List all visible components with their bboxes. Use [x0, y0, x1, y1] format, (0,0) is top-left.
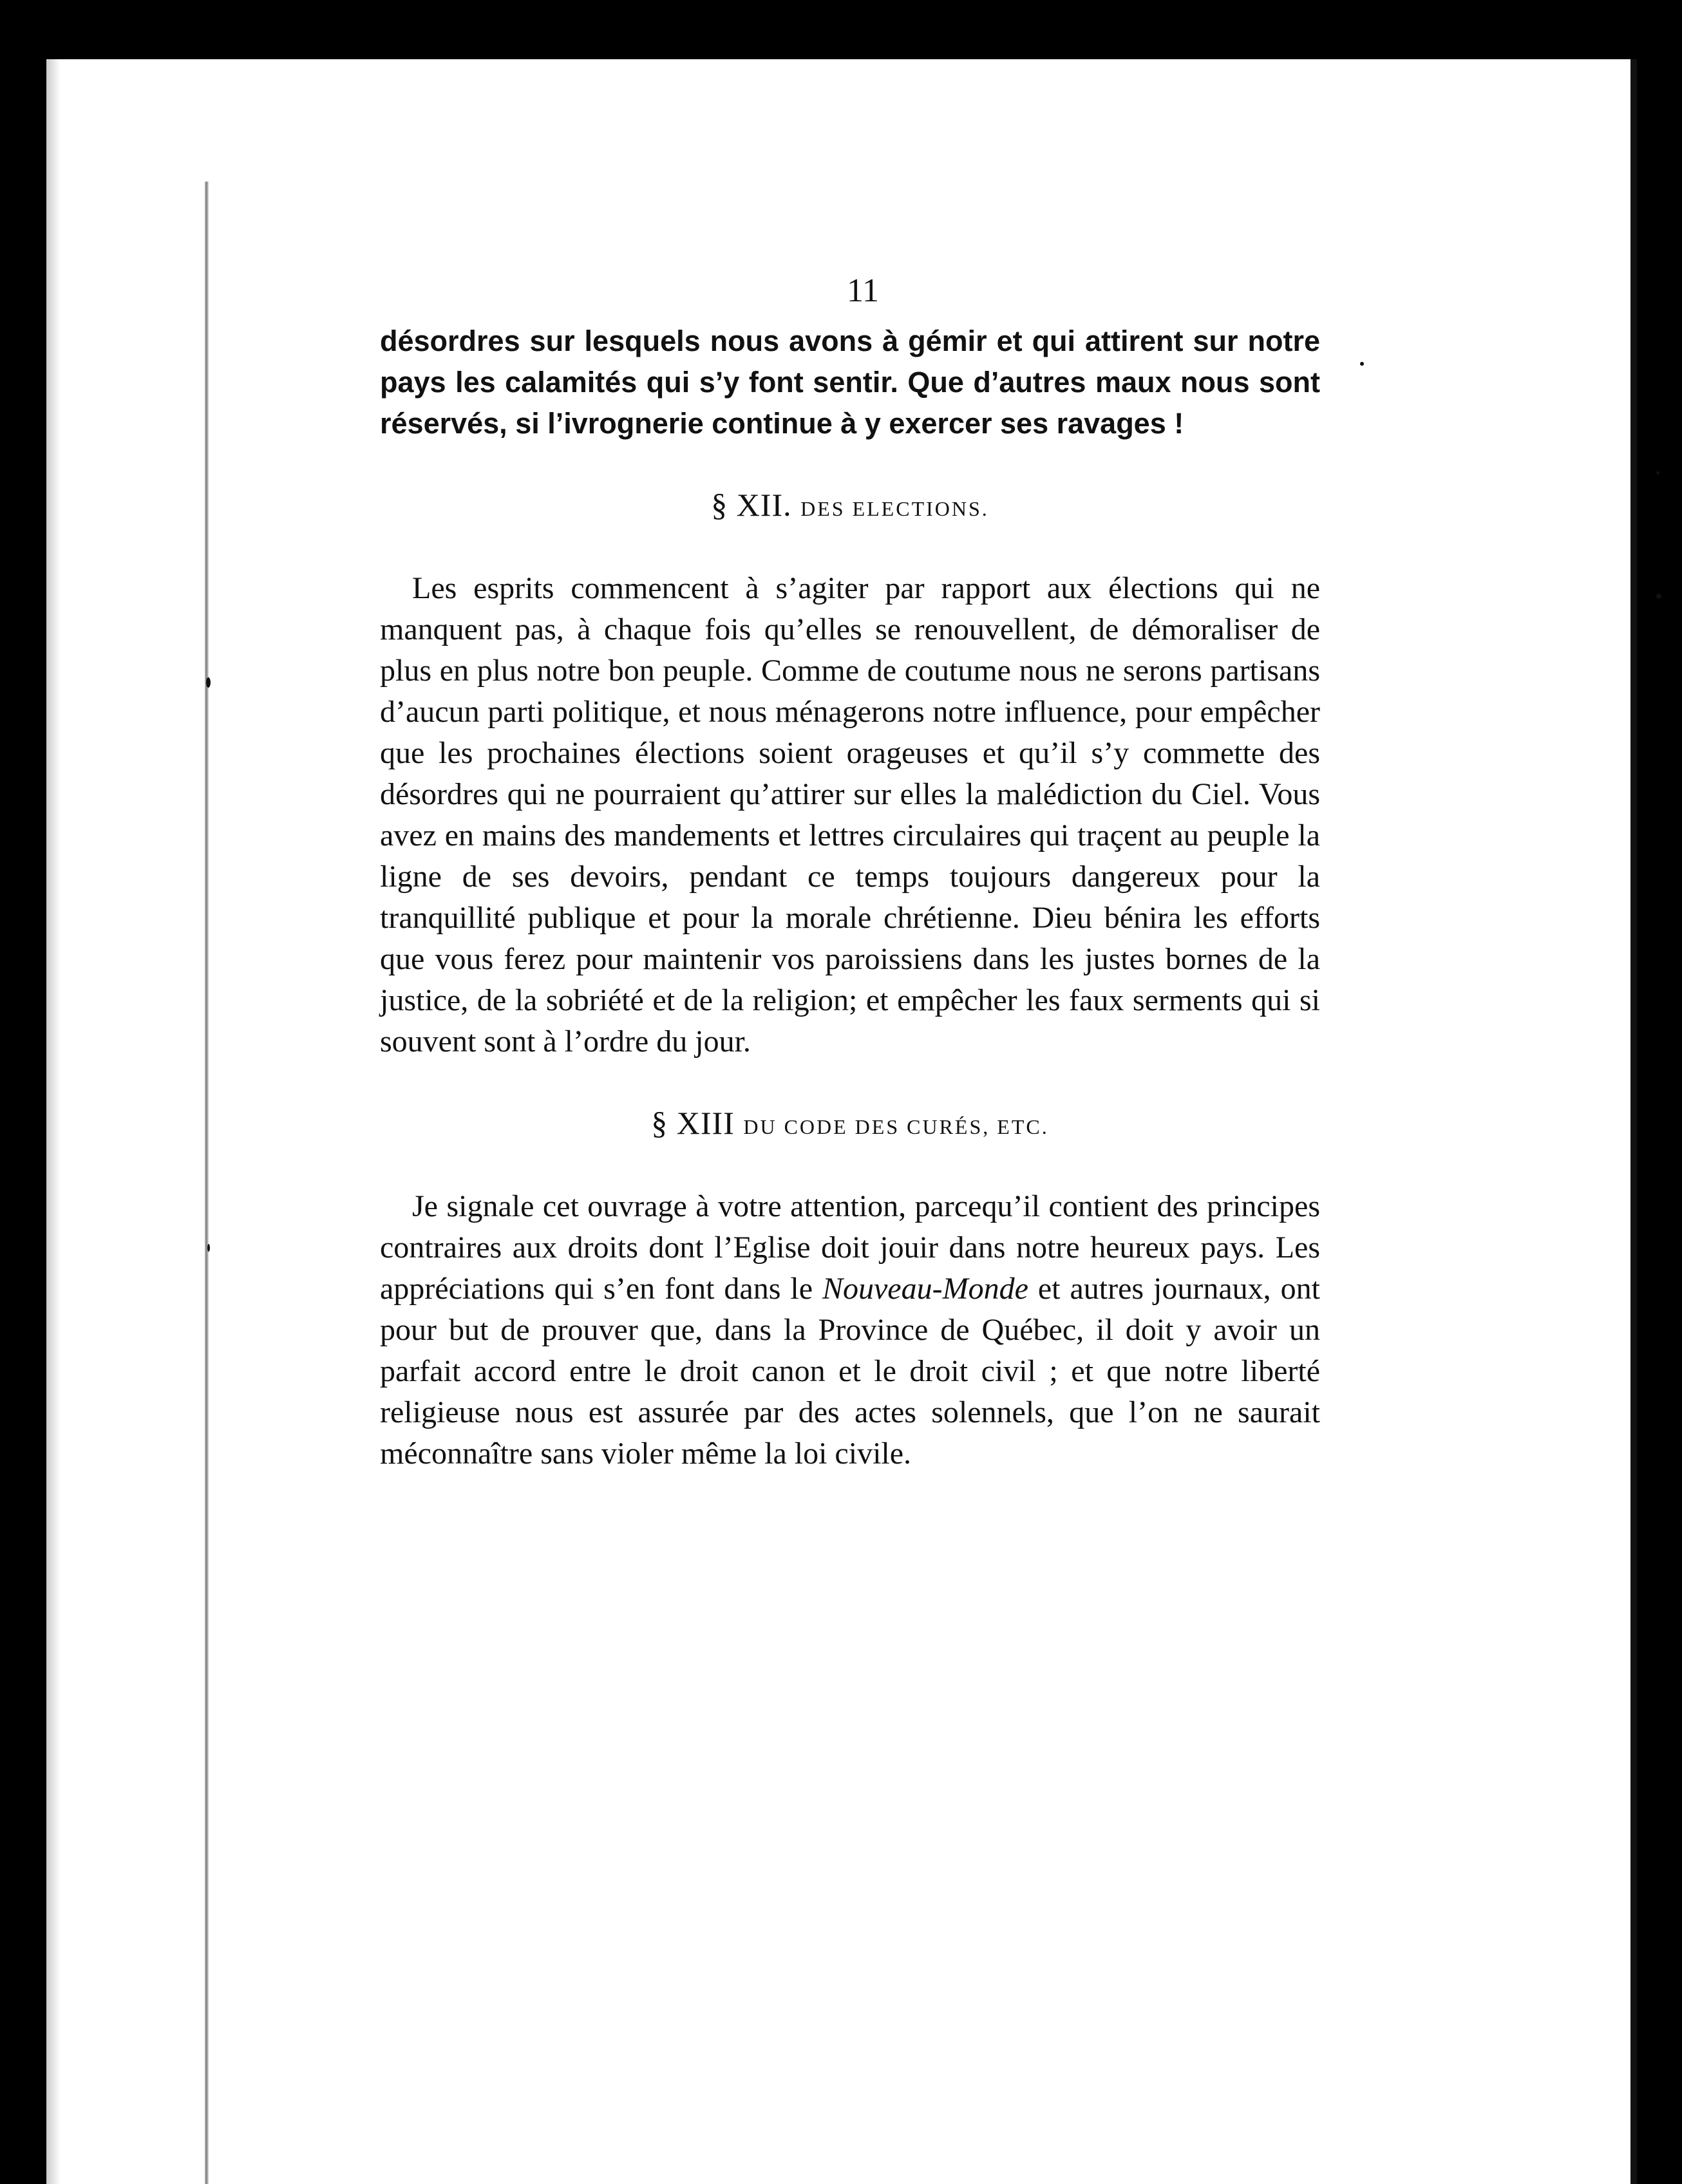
- section-12-paragraph: Les esprits commencent à s’agiter par rapport aux élections qui ne manquent pas, à chaque fois qu’elles se renouvellent, de démoraliser de plus en plus notre bon peuple. Comme de coutume nous ne serons partisans d’aucun parti politique, et nous ménagerons notre influence, pour empêcher que les prochaines élections soient orageuses et qu’il s’y commette des désordres qui ne pourraient qu’attirer sur elles la malédiction du Ciel. Vous avez en mains des mandements et lettres circulaires qui traçent au peuple la ligne de ses devoirs, pendant ce temps toujours dangereux pour la tranquillité publique et pour la morale chrétienne. Dieu bénira les efforts que vous ferez pour maintenir vos paroissiens dans les justes bornes de la justice, de la sobriété et de la religion; et empêcher les faux serments qui si souvent sont à l’ordre du jour.: [380, 571, 1320, 1059]
- section-13-paragraph: [380, 1186, 1320, 1474]
- section-title-12: DES ELECTIONS.: [800, 497, 989, 520]
- page-edge-shadow: [46, 59, 61, 2184]
- scan-speck: [206, 677, 211, 688]
- page-right-edge: [1630, 59, 1637, 2184]
- binding-fold-line: [205, 182, 209, 2184]
- scan-speck: [1656, 471, 1659, 475]
- page-number: 11: [846, 272, 880, 309]
- journal-name: Nouveau-Monde: [822, 1272, 1028, 1306]
- section-heading-12: [380, 484, 1320, 529]
- scan-speck: [1360, 362, 1364, 366]
- section-number-12: § XII.: [711, 487, 792, 523]
- main-text: [380, 270, 1320, 1474]
- section-heading-13: [380, 1102, 1320, 1147]
- continuation-paragraph: désordres sur lesquels nous avons à gémir et qui attirent sur notre pays les calamités qui s’y font sentir. Que d’autres maux nous sont réservés, si l’ivrognerie continue à y exercer ses ravages !: [380, 325, 1320, 440]
- section-number-13: § XIII: [651, 1105, 735, 1141]
- scan-speck: [207, 1244, 210, 1252]
- section-13-text-after: et autres journaux, ont pour but de prouver que, dans la Province de Québec, il doit y avoir un parfait accord entre le droit canon et le droit civil ; et que notre liberté religieuse nous est assurée par des actes solennels, que l’on ne saurait méconnaître sans violer même la loi civile.: [380, 1272, 1320, 1471]
- scan-speck: [1656, 594, 1661, 599]
- section-title-13: DU CODE DES CURÉS, ETC.: [743, 1115, 1049, 1138]
- section-13-text-before: Je signale cet ouvrage à votre attention, parcequ’il contient des principes contraires aux droits dont l’Eglise doit jouir dans notre heureux pays. Les appréciations qui s’en font dans le: [380, 1189, 1320, 1306]
